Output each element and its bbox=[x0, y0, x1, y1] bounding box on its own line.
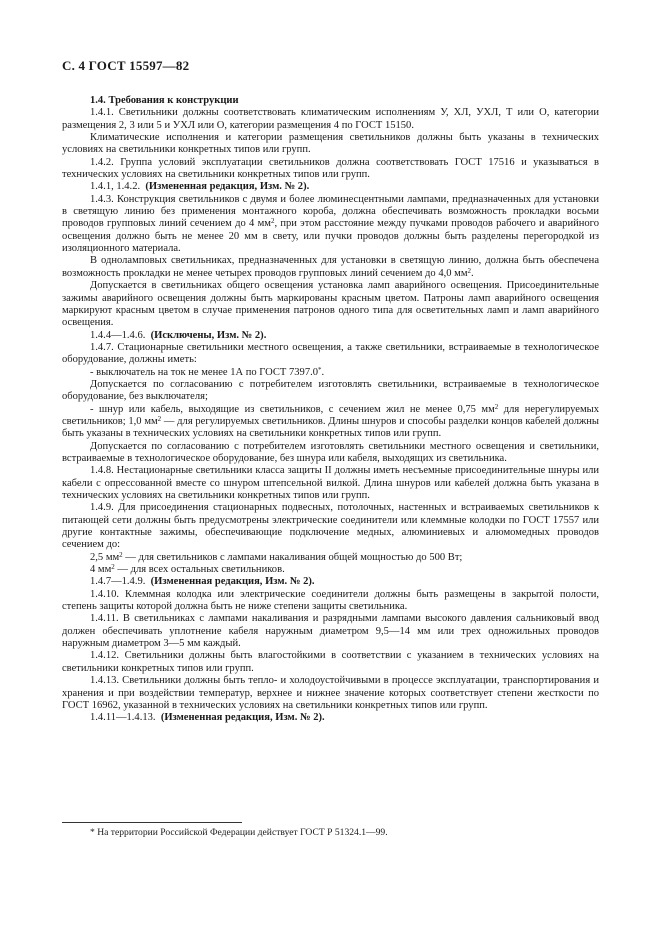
section-title: 1.4. Требования к конструкции bbox=[90, 95, 239, 106]
paragraph-1-4-10: 1.4.10. Клеммная колодка или электрические соединители должны быть размещены в закрытой полости, степень защиты которой должна быть не ниже степени защиты светильника. bbox=[62, 588, 599, 613]
text-run: В однолампoвых светильниках, предназначенных для установки в светящую линию, должна быть обеспечена возможность прокладки не менее четырех проводов групповых линий сечением до 4,0 мм bbox=[62, 255, 599, 279]
paragraph-section-4 bbox=[62, 564, 599, 576]
amendment-text: (Исключены, Изм. № 2). bbox=[150, 329, 267, 341]
superscript: 2 bbox=[494, 402, 499, 411]
paragraph-1-4-7: 1.4.7. Стационарные светильники местного освещения, а также светильники, встраиваемые в технологическое оборудование, должны иметь: bbox=[62, 341, 599, 366]
text-run: — для всех остальных светильников. bbox=[114, 564, 285, 576]
paragraph-1-4-13: 1.4.13. Светильники должны быть тепло- и холодоустойчивыми в процессе эксплуатации, транспортирования и хранения и при воздействии температур, верхнее и нижнее значение которых соответствует степени жесткости по ГОСТ 16962, указанной в технических условиях на светильники конкретных типов или групп. bbox=[62, 675, 599, 711]
superscript: 2 bbox=[119, 550, 123, 559]
footnote-divider bbox=[62, 822, 242, 823]
paragraph-1-4-9: 1.4.9. Для присоединения стационарных подвесных, потолочных, настенных и встраиваемых светильников к питающей сети должны быть предусмотрены электрические соединители или клеммные колодки по ГОСТ 17557 или другие контактные зажимы, обеспечивающие подключение медных, алюминиевых и алюмомедных проводов сечением до: bbox=[62, 502, 599, 551]
text-run: . bbox=[471, 267, 474, 279]
amendment-text: (Измененная редакция, Изм. № 2). bbox=[145, 181, 310, 193]
text-run: 4 мм bbox=[90, 564, 112, 576]
amendment-text: (Измененная редакция, Изм. № 2). bbox=[160, 712, 325, 724]
paragraph-switch bbox=[62, 367, 599, 379]
amendment-note-1 bbox=[62, 181, 599, 193]
paragraph-1-4-12: 1.4.12. Светильники должны быть влагостойкими в соответствии с указанием в технических условиях на светильники конкретных типов или групп. bbox=[62, 650, 599, 674]
paragraph-1-4-8: 1.4.8. Нестационарные светильники класса защиты II должны иметь несъемные присоединительные шнуры или кабели с опрессованной вместе со шнуром штепсельной вилкой. Длина шнуров или кабелей должна быть указана в технических условиях на светильники конкретных типов или групп. bbox=[62, 465, 599, 501]
superscript: 2 bbox=[157, 414, 162, 423]
amendment-ref: 1.4.11—1.4.13. bbox=[90, 712, 156, 724]
amendment-text: (Измененная редакция, Изм. № 2). bbox=[150, 576, 315, 588]
document-body bbox=[62, 95, 599, 725]
amendment-note-4 bbox=[62, 712, 599, 724]
text-run: . bbox=[321, 366, 325, 378]
superscript: 2 bbox=[270, 217, 275, 226]
text-run: , при этом расстояние между пучками проводов рабочего и аварийного освещения должно быть не менее 20 мм в свету, или пучки проводов должны быть разделены перегородкой из изоляционного материала. bbox=[62, 218, 599, 255]
paragraph-climate-versions: Климатические исполнения и категории размещения светильников должны быть указаны в технических условиях на светильники конкретных типов или групп. bbox=[62, 132, 599, 156]
page-header: С. 4 ГОСТ 15597—82 bbox=[62, 58, 190, 73]
amendment-ref: 1.4.4—1.4.6. bbox=[90, 329, 146, 341]
text-run: — для регулируемых светильников. Длины шнуров и способы разделки концов кабелей должны быть указаны в технических условиях на светильники конкретных типов или групп. bbox=[62, 415, 599, 440]
superscript: 2 bbox=[111, 563, 115, 572]
paragraph-section-2-5 bbox=[62, 552, 599, 564]
text-run: - выключатель на ток не менее 1А по ГОСТ 7397.0 bbox=[90, 366, 318, 378]
paragraph-emergency-lamps: Допускается в светильниках общего освещения установка ламп аварийного освещения. Присоединительные зажимы аварийного освещения должны быть маркированы красным цветом. Патроны ламп аварийного освещения маркируют красным цветом в случае применения патронов одного типа для осветительных ламп и ламп аварийного освещения. bbox=[62, 280, 599, 329]
amendment-ref: 1.4.7—1.4.9. bbox=[90, 576, 146, 588]
paragraph-1-4-2: 1.4.2. Группа условий эксплуатации светильников должна соответствовать ГОСТ 17516 и указываться в технических условиях на светильники конкретных типов или групп. bbox=[62, 156, 599, 181]
text-run: - шнур или кабель, выходящие из светильников, с сечением жил не менее 0,75 мм bbox=[90, 403, 495, 415]
paragraph-cord bbox=[62, 404, 599, 441]
text-run: для нерегулируемых светильников; 1,0 мм bbox=[62, 403, 599, 427]
paragraph-no-cord: Допускается по согласованию с потребителем изготовлять светильники местного освещения и светильники, встраиваемые в технологическое оборудование, без шнура или кабеля, выходящих из светильника. bbox=[62, 440, 599, 464]
footnote-marker: * bbox=[318, 365, 322, 374]
paragraph-1-4-3 bbox=[62, 194, 599, 256]
superscript: 2 bbox=[467, 266, 471, 275]
paragraph-single-lamp bbox=[62, 255, 599, 280]
paragraph-1-4-11: 1.4.11. В светильниках с лампами накаливания и разрядными лампами высокого давления сальниковый ввод должен обеспечивать уплотнение кабеля наружным диаметром 9,5—14 мм или трех одножильных проводов наружным диаметром 3—5 мм каждый. bbox=[62, 613, 599, 650]
text-run: — для светильников с лампами накаливания общей мощностью до 500 Вт; bbox=[122, 551, 463, 563]
paragraph-no-switch: Допускается по согласованию с потребителем изготовлять светильники, встраиваемые в технологическое оборудование, без выключателя; bbox=[62, 378, 599, 403]
text-run: 2,5 мм bbox=[90, 551, 120, 563]
text-run: 1.4.3. Конструкция светильников с двумя и более люминесцентными лампами, предназначенных для установки в светящую линию без применения монтажного короба, должна обеспечивать возможность прокладки восьми проводов групповых линий сечением до 4 мм bbox=[62, 193, 599, 230]
footnote: * На территории Российской Федерации действует ГОСТ Р 51324.1—99. bbox=[90, 827, 388, 838]
amendment-note-2 bbox=[62, 330, 599, 342]
paragraph-1-4-1: 1.4.1. Светильники должны соответствовать климатическим исполнениям У, ХЛ, УХЛ, Т или О, категории размещения 2, 3 или 5 и УХЛ или О, категории размещения 4 по ГОСТ 15150. bbox=[62, 107, 599, 131]
amendment-ref: 1.4.1, 1.4.2. bbox=[90, 181, 141, 193]
amendment-note-3 bbox=[62, 576, 599, 588]
